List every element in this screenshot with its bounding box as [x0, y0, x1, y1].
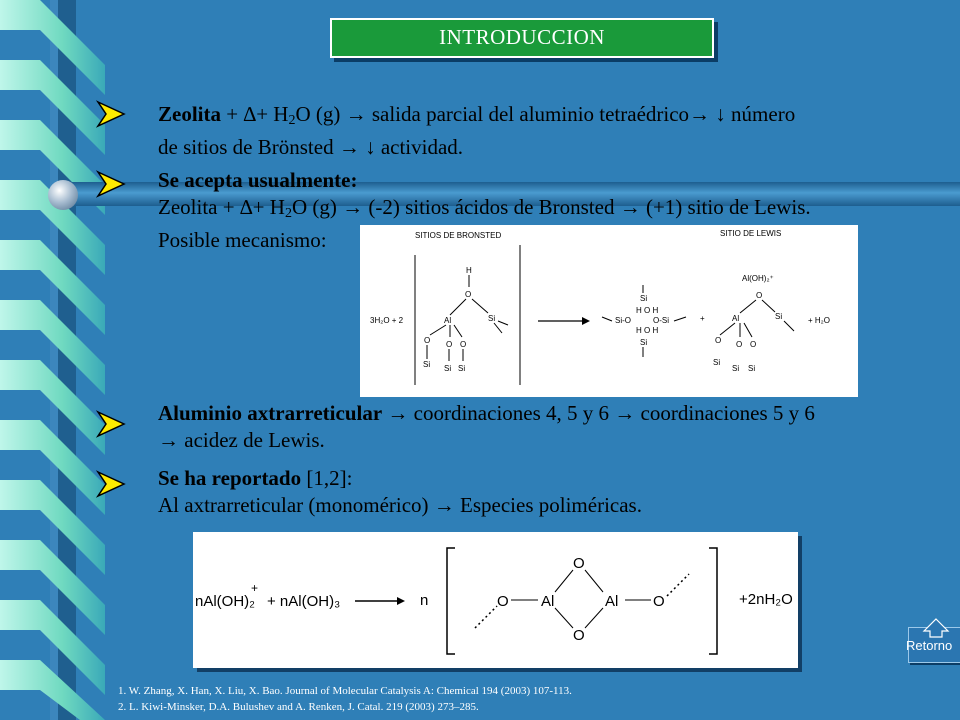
svg-text:O: O — [460, 340, 467, 349]
svg-text:O: O — [446, 340, 453, 349]
svg-text:Si: Si — [488, 314, 496, 323]
svg-text:+ H₂O: + H₂O — [808, 316, 830, 325]
svg-text:O: O — [573, 555, 585, 572]
svg-text:O: O — [653, 593, 665, 610]
aluminio-bold: Aluminio axtrarreticular — [158, 401, 383, 425]
coefficient-text: 3H₂O + 2 — [370, 316, 404, 325]
reference-2: 2. L. Kiwi-Minsker, D.A. Bulushev and A. Renken, J. Catal. 219 (2003) 273–285. — [118, 701, 479, 713]
paragraph-se-ha-reportado: Se ha reportado [1,2]: Al axtrarreticular (monomérico) → Especies poliméricas. — [158, 466, 642, 517]
svg-text:Al(OH)₂⁺: Al(OH)₂⁺ — [742, 274, 774, 283]
decorative-knob — [48, 180, 78, 210]
product-water: +2nH₂O — [739, 591, 793, 608]
svg-text:Si: Si — [640, 338, 648, 347]
arrow-bullet-icon — [96, 410, 126, 438]
retorno-button[interactable] — [908, 627, 960, 661]
svg-text:Si: Si — [713, 358, 721, 367]
paragraph-zeolita: Zeolita + ∆+ $H_2O$ (g) → salida parcial del aluminio tetraédrico→ ↓ número de sitios de Brönsted → ↓ actividad. — [158, 102, 796, 159]
reportado-bold: Se ha reportado — [158, 466, 302, 490]
svg-text:Al: Al — [605, 593, 619, 610]
svg-text:+: + — [700, 314, 705, 323]
arrow-bullet-icon — [96, 170, 126, 198]
svg-text:O-Si: O-Si — [653, 316, 669, 325]
mechanism-scheme — [360, 225, 858, 397]
svg-text:O: O — [736, 340, 743, 349]
polymerization-scheme — [193, 532, 798, 668]
zeolita-bold: Zeolita — [158, 102, 221, 126]
paragraph-se-acepta: Se acepta usualmente: Zeolita + ∆+ $H_2O$ (g) → (-2) sitios ácidos de Bronsted → (+1) sitio de Lewis. Posible mecanismo: — [158, 168, 811, 252]
svg-text:Si: Si — [748, 364, 756, 373]
svg-text:Si: Si — [640, 294, 648, 303]
svg-text:O: O — [497, 593, 509, 610]
svg-text:O: O — [573, 627, 585, 644]
arrow-bullet-icon — [96, 470, 126, 498]
svg-text:+: + — [251, 581, 259, 595]
reactant-2: + nAl(OH)₃ — [267, 593, 341, 610]
svg-text:H O H: H O H — [636, 306, 659, 315]
reactant-1: nAl(OH)₂ — [195, 593, 255, 610]
se-acepta-heading: Se acepta usualmente: — [158, 168, 358, 192]
svg-text:O: O — [750, 340, 757, 349]
home-arrow-icon — [922, 617, 950, 639]
svg-text:Si-O: Si-O — [615, 316, 631, 325]
retorno-label[interactable]: Retorno — [906, 638, 953, 653]
paragraph-aluminio: Aluminio axtrarreticular → coordinaciones 4, 5 y 6 → coordinaciones 5 y 6 → acidez de Lewis. — [158, 401, 815, 452]
svg-text:Si: Si — [775, 312, 783, 321]
svg-text:Al: Al — [444, 316, 452, 325]
label-lewis: SITIO DE LEWIS — [720, 229, 782, 238]
arrow-bullet-icon — [96, 100, 126, 128]
svg-text:Al: Al — [541, 593, 555, 610]
svg-text:O: O — [756, 291, 763, 300]
svg-text:O: O — [424, 336, 431, 345]
svg-text:O: O — [465, 290, 472, 299]
decorative-stripes — [0, 0, 105, 720]
svg-text:Si: Si — [732, 364, 740, 373]
svg-text:Si: Si — [423, 360, 431, 369]
svg-text:H: H — [466, 266, 472, 275]
svg-text:Si: Si — [458, 364, 466, 373]
posible-mecanismo: Posible mecanismo: — [158, 228, 327, 252]
svg-text:n: n — [420, 592, 429, 609]
svg-text:O: O — [715, 336, 722, 345]
references — [118, 683, 572, 715]
page-title: INTRODUCCION — [330, 18, 714, 58]
svg-text:Al: Al — [732, 314, 740, 323]
label-bronsted: SITIOS DE BRONSTED — [415, 231, 502, 240]
reference-1: 1. W. Zhang, X. Han, X. Liu, X. Bao. Journal of Molecular Catalysis A: Chemical 194 (2003) 107-113. — [118, 685, 572, 697]
svg-text:H O H: H O H — [636, 326, 659, 335]
svg-text:Si: Si — [444, 364, 452, 373]
